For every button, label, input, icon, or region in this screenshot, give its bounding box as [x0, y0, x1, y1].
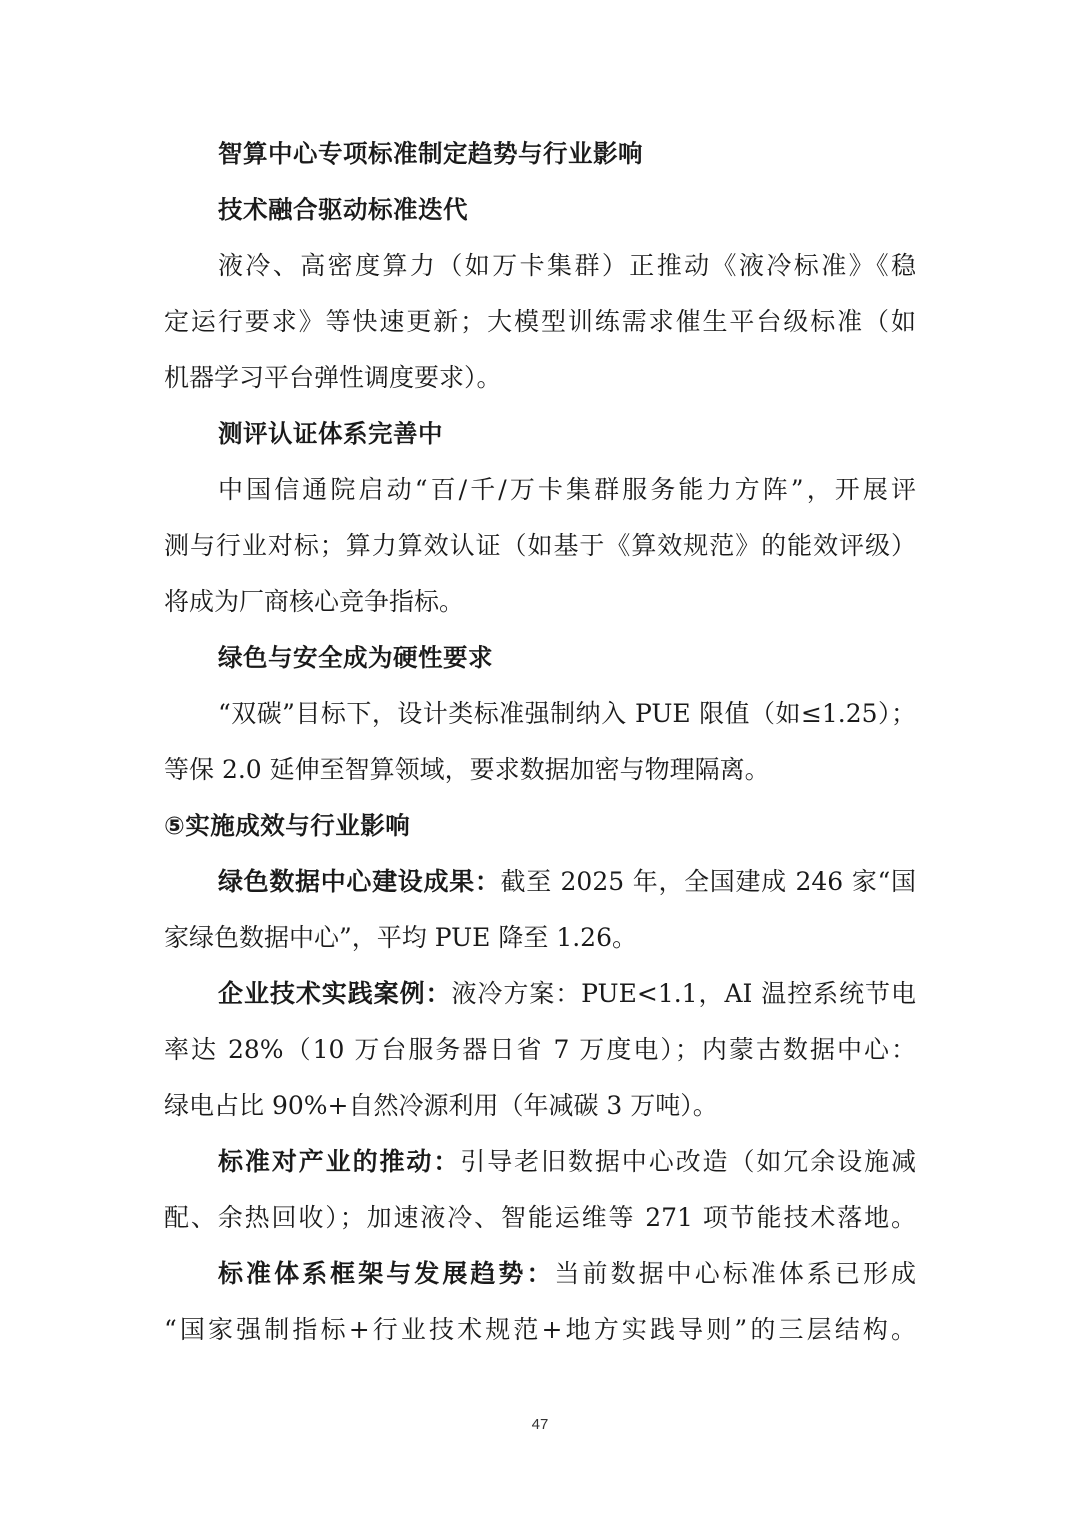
section-heading: 智算中心专项标准制定趋势与行业影响: [218, 139, 643, 168]
paragraph: [164, 698, 916, 786]
text-line: 率达 28%（10 万台服务器日省 7 万度电）；内蒙古数据中心：: [164, 1035, 916, 1064]
text-line: [164, 1146, 916, 1178]
bold-lead: 绿色数据中心建设成果：: [218, 867, 501, 896]
paragraph: [164, 866, 916, 954]
page-number: 47: [531, 1416, 549, 1433]
text-line: 将成为厂商核心竞争指标。: [164, 587, 465, 616]
text-line: 等保 2.0 延伸至智算领域，要求数据加密与物理隔离。: [164, 755, 770, 784]
bold-lead: 标准对产业的推动：: [218, 1147, 461, 1176]
text-line: [164, 978, 916, 1010]
paragraph: [164, 978, 916, 1122]
text-line: 液冷、高密度算力（如万卡集群）正推动《液冷标准》《稳: [218, 251, 916, 280]
text-line: 家绿色数据中心”，平均 PUE 降至 1.26。: [164, 923, 637, 952]
paragraph: [164, 250, 916, 394]
paragraph: [164, 1146, 916, 1234]
subsection-heading: 测评认证体系完善中: [218, 419, 443, 448]
text-line: 测与行业对标；算力算效认证（如基于《算效规范》的能效评级）: [164, 531, 916, 560]
text-run: 截至 2025 年，全国建成 246 家“国: [500, 867, 916, 896]
subsection-heading: 技术融合驱动标准迭代: [218, 195, 468, 224]
text-run: 液冷方案：PUE<1.1，AI 温控系统节电: [451, 979, 916, 1008]
paragraph: [164, 474, 916, 618]
text-line: 配、余热回收）；加速液冷、智能运维等 271 项节能技术落地。: [164, 1203, 916, 1232]
text-line: 定运行要求》等快速更新；大模型训练需求催生平台级标准（如: [164, 307, 916, 336]
paragraph: [164, 1258, 916, 1346]
text-line: [164, 866, 916, 898]
document-body: [164, 138, 916, 1346]
subsection-heading: ⑤实施成效与行业影响: [164, 811, 411, 840]
text-run: 引导老旧数据中心改造（如冗余设施减: [460, 1147, 916, 1176]
text-line: 中国信通院启动“百/千/万卡集群服务能力方阵”，开展评: [218, 475, 916, 504]
text-line: [164, 1258, 916, 1290]
bold-lead: 企业技术实践案例：: [218, 979, 452, 1008]
text-line: “国家强制指标+行业技术规范+地方实践导则”的三层结构。: [164, 1315, 916, 1344]
bold-lead: 标准体系框架与发展趋势：: [218, 1259, 555, 1288]
text-run: 当前数据中心标准体系已形成: [554, 1259, 916, 1288]
text-line: “双碳”目标下，设计类标准强制纳入 PUE 限值（如≤1.25）；: [218, 699, 916, 728]
text-line: 绿电占比 90%+自然冷源利用（年减碳 3 万吨）。: [164, 1091, 718, 1120]
subsection-heading: 绿色与安全成为硬性要求: [218, 643, 493, 672]
text-line: 机器学习平台弹性调度要求）。: [164, 363, 502, 392]
